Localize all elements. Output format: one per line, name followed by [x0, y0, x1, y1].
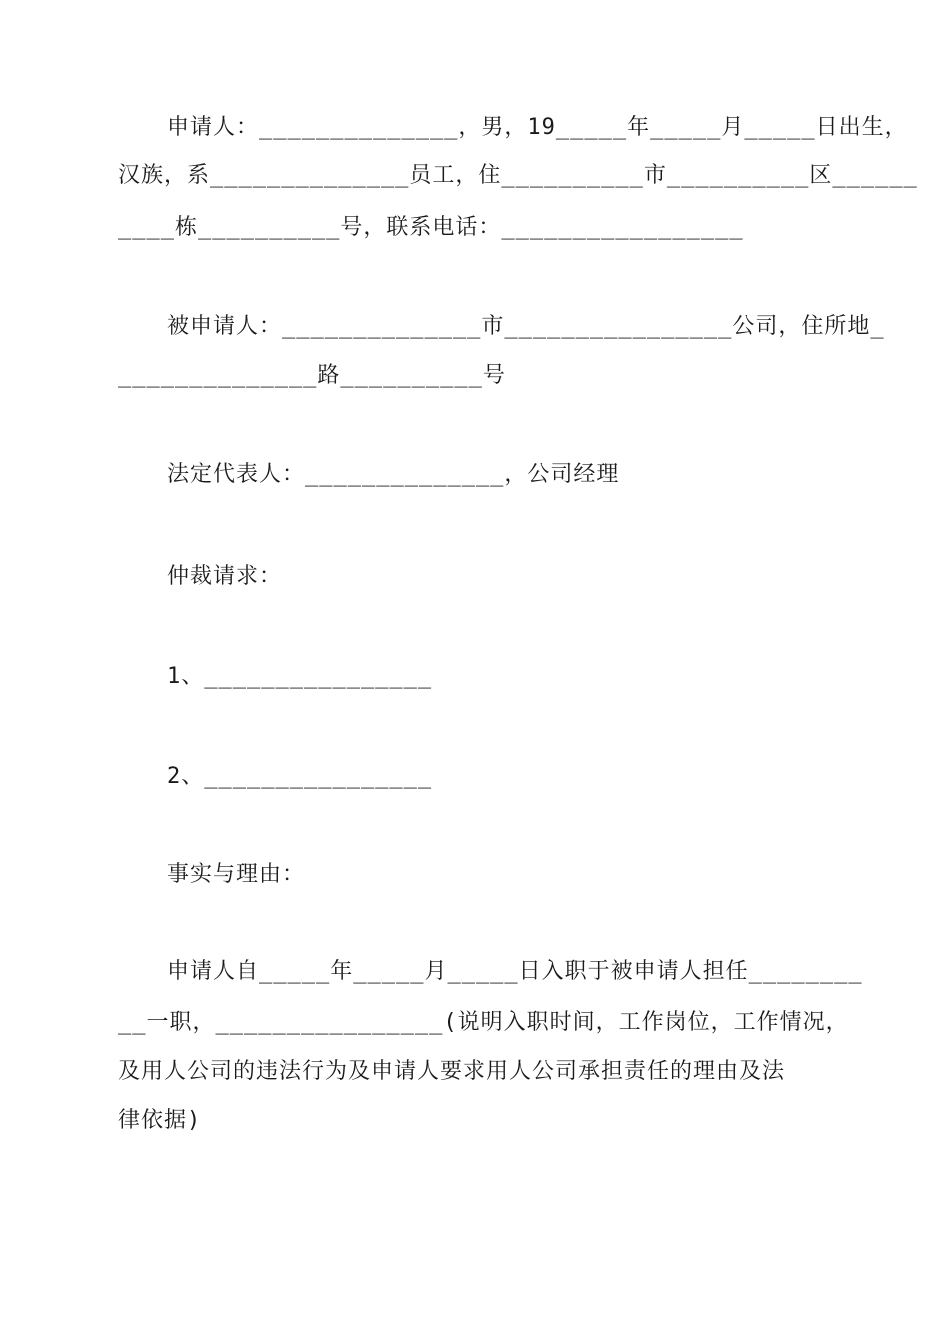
- applicant-line-2: 汉族，系______________员工，住__________市__________区______: [118, 163, 918, 188]
- facts-line-2: __一职，________________(说明入职时间，工作岗位，工作情况，: [118, 1010, 849, 1035]
- facts-heading: 事实与理由：: [167, 862, 306, 887]
- applicant-line-1: 申请人：______________，男，19_____年_____月_____日出生，: [167, 115, 908, 140]
- respondent-line-1: 被申请人：______________市________________公司，住所地_: [167, 314, 885, 339]
- claim-item-1: 1、________________: [167, 664, 433, 689]
- legal-representative-line: 法定代表人：______________，公司经理: [167, 462, 620, 487]
- applicant-line-3: ____栋__________号，联系电话：_________________: [118, 215, 744, 240]
- facts-line-3: 及用人公司的违法行为及申请人要求用人公司承担责任的理由及法: [118, 1059, 786, 1084]
- claims-heading: 仲裁请求：: [167, 564, 283, 589]
- facts-line-4: 律依据): [118, 1108, 202, 1133]
- respondent-line-2: ______________路__________号: [118, 363, 506, 388]
- claim-item-2: 2、________________: [167, 764, 433, 789]
- facts-line-1: 申请人自_____年_____月_____日入职于被申请人担任________: [167, 959, 863, 984]
